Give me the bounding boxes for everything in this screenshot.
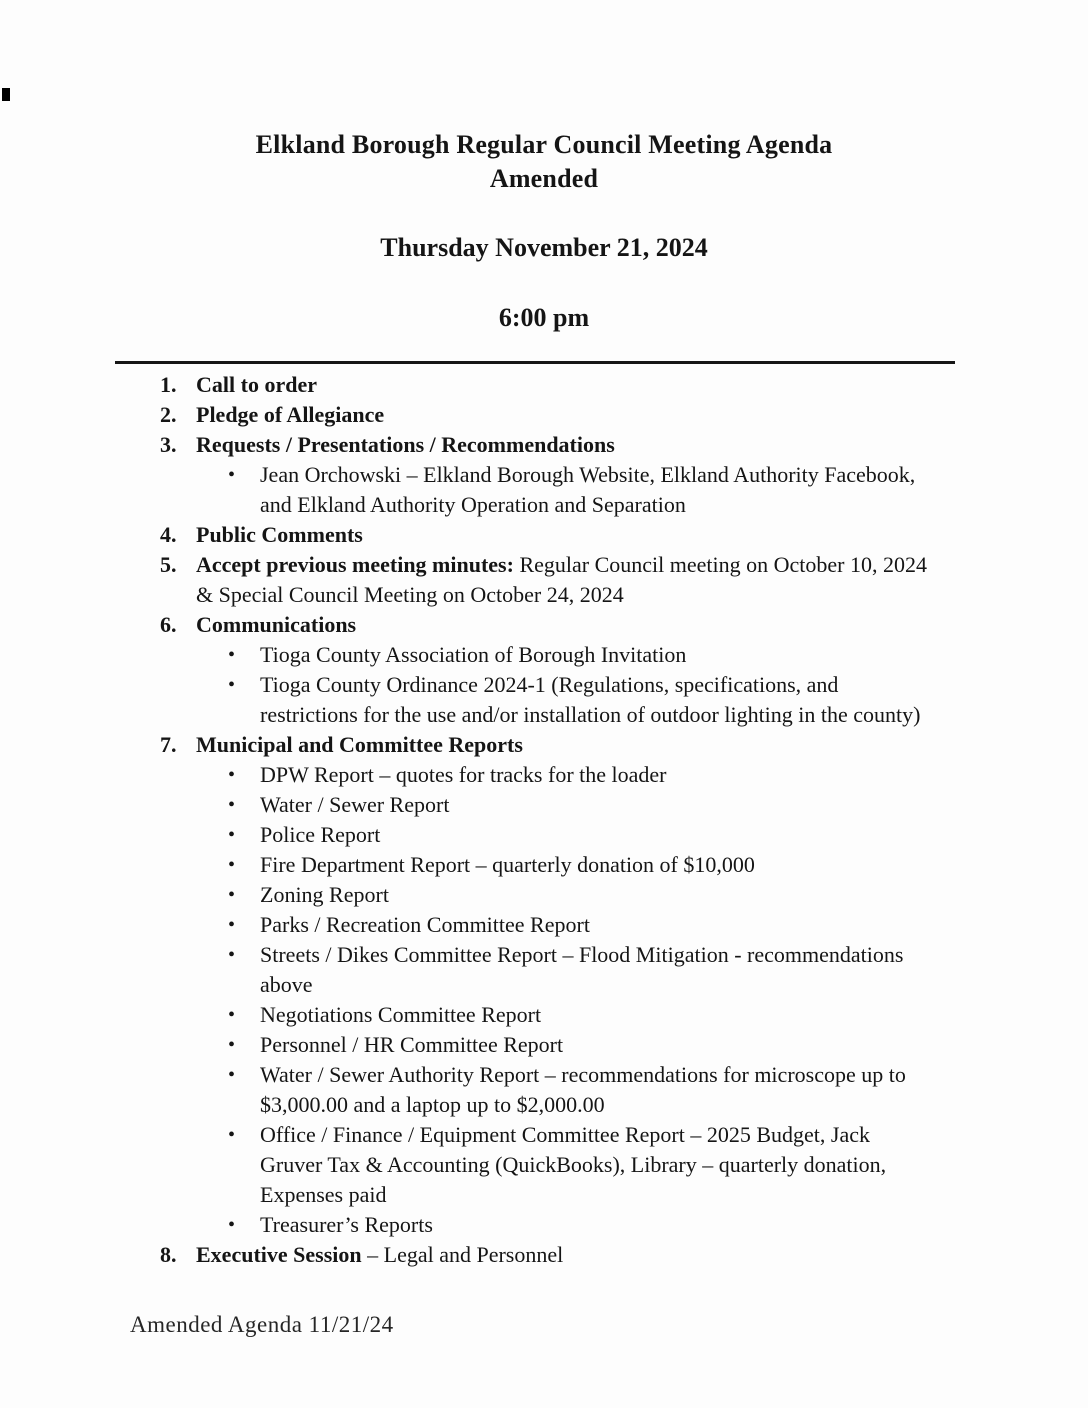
meeting-date: Thursday November 21, 2024 [380,233,708,262]
bullet-icon: • [228,854,236,876]
agenda-bullet-item [0,1030,936,1060]
bullet-icon: • [228,1064,236,1086]
agenda-item-text: Requests / Presentations / Recommendations [196,432,615,457]
horizontal-divider [115,361,955,364]
agenda-bullet-item [0,640,936,670]
agenda-bullet-item [0,1210,936,1240]
page-title-line1: Elkland Borough Regular Council Meeting Agenda [255,130,833,159]
bullet-text: Zoning Report [260,882,389,907]
agenda-bullet-item [0,850,936,880]
agenda-bullet-item [0,910,936,940]
bullet-text: Parks / Recreation Committee Report [260,912,590,937]
agenda-item-number: 6. [160,612,177,637]
bullet-icon: • [228,764,236,786]
bullet-text: Negotiations Committee Report [260,1002,542,1027]
bullet-icon: • [228,794,236,816]
bullet-icon: • [228,944,236,966]
agenda-bullet-item [0,1060,936,1120]
agenda-item-number: 3. [160,432,177,457]
bullet-icon: • [228,914,236,936]
agenda-bullet-item [0,670,936,730]
agenda-bullet-item [0,460,936,520]
bullet-text: Jean Orchowski – Elkland Borough Website, Elkland Authority Facebook, and Elkland Authority Operation and Separation [260,462,916,517]
bullet-icon: • [228,644,236,666]
bullet-text: Office / Finance / Equipment Committee Report – 2025 Budget, Jack Gruver Tax & Accounting (QuickBooks), Library – quarterly donation, Expenses paid [260,1122,887,1207]
bullet-text: Water / Sewer Report [260,792,450,817]
agenda-bullet-item [0,760,936,790]
bullet-icon: • [228,884,236,906]
bullet-text: Personnel / HR Committee Report [260,1032,564,1057]
agenda-item [0,610,936,640]
agenda-item-text: Municipal and Committee Reports [196,732,523,757]
agenda-item [0,430,936,460]
bullet-text: Tioga County Association of Borough Invitation [260,642,687,667]
agenda-item [0,730,936,760]
agenda-item-number: 4. [160,522,177,547]
bullet-icon: • [228,1214,236,1236]
agenda-item-text: Executive Session – Legal and Personnel [196,1242,564,1267]
agenda-list [0,370,1088,1270]
agenda-item [0,400,936,430]
agenda-item [0,520,936,550]
agenda-bullet-item [0,1120,936,1210]
agenda-bullet-item [0,790,936,820]
bullet-text: Treasurer’s Reports [260,1212,433,1237]
bullet-icon: • [228,1034,236,1056]
bullet-icon: • [228,464,236,486]
bullet-icon: • [228,824,236,846]
agenda-bullet-item [0,940,936,1000]
meeting-time: 6:00 pm [498,303,590,332]
bullet-text: Tioga County Ordinance 2024-1 (Regulations, specifications, and restrictions for the use and/or installation of outdoor lighting in the county) [260,672,921,727]
agenda-item-number: 7. [160,732,177,757]
bullet-icon: • [228,1004,236,1026]
agenda-item-text: Call to order [196,372,317,397]
bullet-text: Water / Sewer Authority Report – recommendations for microscope up to $3,000.00 and a laptop up to $2,000.00 [260,1062,906,1117]
agenda-item [0,370,936,400]
agenda-bullet-item [0,820,936,850]
page-title-line2: Amended [489,164,599,193]
agenda-item [0,1240,936,1270]
agenda-item-number: 2. [160,402,177,427]
agenda-bullet-item [0,880,936,910]
bullet-text: Police Report [260,822,381,847]
document-header [0,0,1088,333]
bullet-text: DPW Report – quotes for tracks for the loader [260,762,667,787]
agenda-item [0,550,936,610]
bullet-icon: • [228,1124,236,1146]
agenda-item-number: 8. [160,1242,177,1267]
page-title [0,128,1088,196]
bullet-text: Fire Department Report – quarterly donation of $10,000 [260,852,755,877]
agenda-item-text: Communications [196,612,357,637]
footer-note: Amended Agenda 11/21/24 [130,1312,394,1337]
bullet-text: Streets / Dikes Committee Report – Flood Mitigation - recommendations above [260,942,904,997]
agenda-item-text: Accept previous meeting minutes: Regular Council meeting on October 10, 2024 & Special Council Meeting on October 24, 2024 [196,552,927,607]
bullet-icon: • [228,674,236,696]
agenda-bullet-item [0,1000,936,1030]
agenda-item-number: 5. [160,552,177,577]
agenda-item-number: 1. [160,372,177,397]
agenda-item-text: Pledge of Allegiance [196,402,385,427]
scan-artifact-mark [2,88,10,101]
agenda-item-text: Public Comments [196,522,363,547]
